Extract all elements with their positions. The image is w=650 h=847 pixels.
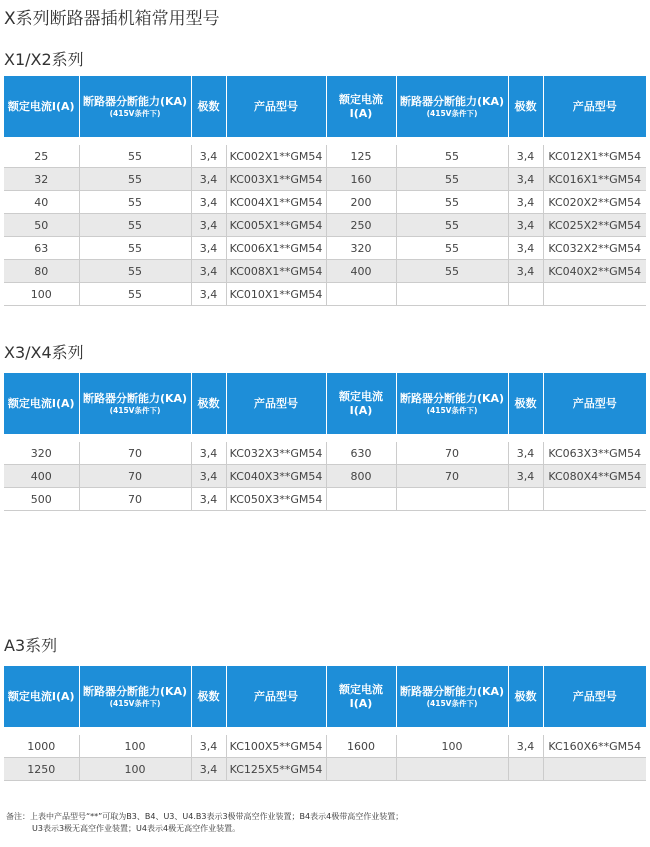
footnote-line-2: U3表示3极无高空作业装置；U4表示4极无高空作业装置。 bbox=[32, 824, 241, 833]
header-breaking-sub: (415V条件下) bbox=[109, 405, 161, 415]
cell-poles: 3,4 bbox=[191, 191, 226, 214]
header-breaking-label: 断路器分断能力(KA) bbox=[82, 391, 188, 405]
cell-breaking: 70 bbox=[79, 488, 191, 511]
header-current-label: 额定电流I(A) bbox=[7, 396, 75, 410]
header-breaking-sub: (415V条件下) bbox=[426, 698, 478, 708]
cell-breaking: 55 bbox=[79, 168, 191, 191]
cell-current: 40 bbox=[4, 191, 79, 214]
cell-model: KC020X2**GM54 bbox=[543, 191, 646, 214]
header-poles bbox=[191, 76, 226, 141]
header-breaking bbox=[396, 76, 508, 141]
header-breaking bbox=[79, 666, 191, 731]
cell-current: 400 bbox=[4, 465, 79, 488]
header-model-label: 产品型号 bbox=[572, 396, 617, 410]
header-poles bbox=[191, 373, 226, 438]
cell-poles: 3,4 bbox=[191, 168, 226, 191]
cell-current: 1000 bbox=[4, 731, 79, 758]
header-model-label: 产品型号 bbox=[572, 99, 617, 113]
section-title-a3: A3系列 bbox=[4, 636, 58, 655]
cell-breaking: 55 bbox=[79, 191, 191, 214]
cell-breaking: 70 bbox=[79, 465, 191, 488]
cell-breaking bbox=[396, 488, 508, 511]
header-breaking-label: 断路器分断能力(KA) bbox=[399, 94, 505, 108]
cell-poles: 3,4 bbox=[191, 438, 226, 465]
cell-breaking bbox=[396, 283, 508, 306]
cell-model: KC012X1**GM54 bbox=[543, 141, 646, 168]
cell-poles: 3,4 bbox=[508, 438, 543, 465]
cell-current: 250 bbox=[326, 214, 396, 237]
cell-poles: 3,4 bbox=[508, 260, 543, 283]
cell-poles: 3,4 bbox=[191, 488, 226, 511]
cell-current: 160 bbox=[326, 168, 396, 191]
cell-poles: 3,4 bbox=[191, 141, 226, 168]
header-breaking-label: 断路器分断能力(KA) bbox=[82, 94, 188, 108]
header-poles-label: 极数 bbox=[514, 99, 537, 113]
table-row bbox=[4, 237, 646, 260]
cell-breaking bbox=[396, 758, 508, 781]
cell-poles bbox=[508, 488, 543, 511]
cell-breaking: 55 bbox=[396, 237, 508, 260]
table-header-row bbox=[4, 76, 646, 141]
section-title-x1-x2: X1/X2系列 bbox=[4, 50, 84, 69]
table-row bbox=[4, 260, 646, 283]
cell-poles: 3,4 bbox=[191, 260, 226, 283]
cell-model: KC063X3**GM54 bbox=[543, 438, 646, 465]
header-breaking-label: 断路器分断能力(KA) bbox=[399, 684, 505, 698]
header-poles-label: 极数 bbox=[514, 396, 537, 410]
cell-poles: 3,4 bbox=[508, 214, 543, 237]
table-row bbox=[4, 731, 646, 758]
cell-breaking: 55 bbox=[79, 141, 191, 168]
header-poles bbox=[508, 76, 543, 141]
cell-model: KC100X5**GM54 bbox=[226, 731, 326, 758]
cell-poles: 3,4 bbox=[191, 758, 226, 781]
table-row bbox=[4, 141, 646, 168]
header-poles-label: 极数 bbox=[197, 396, 220, 410]
header-current bbox=[326, 666, 396, 731]
cell-model: KC050X3**GM54 bbox=[226, 488, 326, 511]
header-poles-label: 极数 bbox=[197, 689, 220, 703]
cell-poles: 3,4 bbox=[191, 237, 226, 260]
cell-breaking: 55 bbox=[396, 141, 508, 168]
spec-table-x3-x4 bbox=[4, 373, 646, 511]
table-row bbox=[4, 465, 646, 488]
cell-breaking: 100 bbox=[396, 731, 508, 758]
header-model bbox=[226, 666, 326, 731]
cell-model: KC005X1**GM54 bbox=[226, 214, 326, 237]
header-poles bbox=[508, 373, 543, 438]
header-model-label: 产品型号 bbox=[254, 396, 298, 410]
header-model-label: 产品型号 bbox=[254, 99, 298, 113]
header-current bbox=[326, 373, 396, 438]
cell-poles bbox=[508, 283, 543, 306]
header-poles-label: 极数 bbox=[514, 689, 537, 703]
cell-model: KC008X1**GM54 bbox=[226, 260, 326, 283]
cell-current: 32 bbox=[4, 168, 79, 191]
header-current-label: 额定电流I(A) bbox=[339, 682, 383, 710]
cell-model: KC016X1**GM54 bbox=[543, 168, 646, 191]
header-model bbox=[543, 666, 646, 731]
header-breaking-sub: (415V条件下) bbox=[109, 108, 161, 118]
cell-breaking: 55 bbox=[79, 260, 191, 283]
cell-model: KC080X4**GM54 bbox=[543, 465, 646, 488]
cell-breaking: 70 bbox=[79, 438, 191, 465]
spec-table-x1-x2 bbox=[4, 76, 646, 306]
table-row bbox=[4, 283, 646, 306]
header-breaking-sub: (415V条件下) bbox=[426, 108, 478, 118]
header-model bbox=[226, 373, 326, 438]
header-breaking bbox=[79, 76, 191, 141]
cell-current: 400 bbox=[326, 260, 396, 283]
cell-model: KC032X3**GM54 bbox=[226, 438, 326, 465]
table-row bbox=[4, 168, 646, 191]
header-model bbox=[543, 76, 646, 141]
header-current-label: 额定电流I(A) bbox=[7, 689, 75, 703]
cell-current: 500 bbox=[4, 488, 79, 511]
cell-model: KC003X1**GM54 bbox=[226, 168, 326, 191]
cell-current: 25 bbox=[4, 141, 79, 168]
table-header-row bbox=[4, 373, 646, 438]
cell-current: 320 bbox=[326, 237, 396, 260]
cell-poles: 3,4 bbox=[508, 141, 543, 168]
spec-table-a3 bbox=[4, 666, 646, 781]
cell-model: KC125X5**GM54 bbox=[226, 758, 326, 781]
cell-breaking: 100 bbox=[79, 731, 191, 758]
cell-poles: 3,4 bbox=[508, 168, 543, 191]
cell-model: KC025X2**GM54 bbox=[543, 214, 646, 237]
header-model bbox=[226, 76, 326, 141]
cell-poles: 3,4 bbox=[191, 465, 226, 488]
header-breaking-sub: (415V条件下) bbox=[109, 698, 161, 708]
cell-breaking: 100 bbox=[79, 758, 191, 781]
cell-breaking: 55 bbox=[396, 214, 508, 237]
cell-current bbox=[326, 283, 396, 306]
cell-current bbox=[326, 488, 396, 511]
header-breaking bbox=[79, 373, 191, 438]
cell-breaking: 55 bbox=[79, 283, 191, 306]
cell-poles: 3,4 bbox=[191, 214, 226, 237]
page-title: X系列断路器插机箱常用型号 bbox=[4, 9, 220, 29]
header-breaking bbox=[396, 373, 508, 438]
cell-model: KC160X6**GM54 bbox=[543, 731, 646, 758]
header-current bbox=[326, 76, 396, 141]
cell-current: 100 bbox=[4, 283, 79, 306]
cell-current: 320 bbox=[4, 438, 79, 465]
header-current bbox=[4, 76, 79, 141]
cell-poles: 3,4 bbox=[191, 731, 226, 758]
cell-model: KC006X1**GM54 bbox=[226, 237, 326, 260]
section-title-x3-x4: X3/X4系列 bbox=[4, 343, 84, 362]
cell-breaking: 55 bbox=[396, 168, 508, 191]
header-breaking bbox=[396, 666, 508, 731]
cell-current: 125 bbox=[326, 141, 396, 168]
cell-model: KC002X1**GM54 bbox=[226, 141, 326, 168]
cell-breaking: 55 bbox=[396, 191, 508, 214]
cell-current: 80 bbox=[4, 260, 79, 283]
table-row bbox=[4, 438, 646, 465]
header-current-label: 额定电流I(A) bbox=[7, 99, 75, 113]
cell-model: KC010X1**GM54 bbox=[226, 283, 326, 306]
footnote-line-1: 备注：上表中产品型号“**”可取为B3、B4、U3、U4.B3表示3极带高空作业装置；B4表示4极带高空作业装置； bbox=[6, 812, 404, 821]
footnote bbox=[6, 811, 626, 835]
table-row bbox=[4, 214, 646, 237]
cell-current: 630 bbox=[326, 438, 396, 465]
cell-model bbox=[543, 488, 646, 511]
cell-current bbox=[326, 758, 396, 781]
header-poles-label: 极数 bbox=[197, 99, 220, 113]
header-poles bbox=[508, 666, 543, 731]
cell-model bbox=[543, 283, 646, 306]
cell-model: KC040X2**GM54 bbox=[543, 260, 646, 283]
cell-poles: 3,4 bbox=[508, 237, 543, 260]
cell-breaking: 55 bbox=[79, 237, 191, 260]
table-row bbox=[4, 758, 646, 781]
cell-poles: 3,4 bbox=[508, 465, 543, 488]
cell-poles bbox=[508, 758, 543, 781]
header-model-label: 产品型号 bbox=[572, 689, 617, 703]
cell-breaking: 70 bbox=[396, 438, 508, 465]
header-breaking-sub: (415V条件下) bbox=[426, 405, 478, 415]
cell-poles: 3,4 bbox=[191, 283, 226, 306]
cell-model bbox=[543, 758, 646, 781]
header-current bbox=[4, 666, 79, 731]
cell-breaking: 55 bbox=[396, 260, 508, 283]
header-poles bbox=[191, 666, 226, 731]
header-model bbox=[543, 373, 646, 438]
header-current bbox=[4, 373, 79, 438]
table-row bbox=[4, 488, 646, 511]
cell-current: 63 bbox=[4, 237, 79, 260]
cell-poles: 3,4 bbox=[508, 731, 543, 758]
table-row bbox=[4, 191, 646, 214]
cell-poles: 3,4 bbox=[508, 191, 543, 214]
cell-model: KC040X3**GM54 bbox=[226, 465, 326, 488]
header-breaking-label: 断路器分断能力(KA) bbox=[399, 391, 505, 405]
cell-model: KC032X2**GM54 bbox=[543, 237, 646, 260]
cell-model: KC004X1**GM54 bbox=[226, 191, 326, 214]
cell-current: 50 bbox=[4, 214, 79, 237]
header-current-label: 额定电流I(A) bbox=[339, 92, 383, 120]
cell-current: 800 bbox=[326, 465, 396, 488]
header-model-label: 产品型号 bbox=[254, 689, 298, 703]
cell-current: 200 bbox=[326, 191, 396, 214]
table-header-row bbox=[4, 666, 646, 731]
cell-breaking: 70 bbox=[396, 465, 508, 488]
cell-current: 1250 bbox=[4, 758, 79, 781]
header-current-label: 额定电流I(A) bbox=[339, 389, 383, 417]
header-breaking-label: 断路器分断能力(KA) bbox=[82, 684, 188, 698]
cell-breaking: 55 bbox=[79, 214, 191, 237]
cell-current: 1600 bbox=[326, 731, 396, 758]
